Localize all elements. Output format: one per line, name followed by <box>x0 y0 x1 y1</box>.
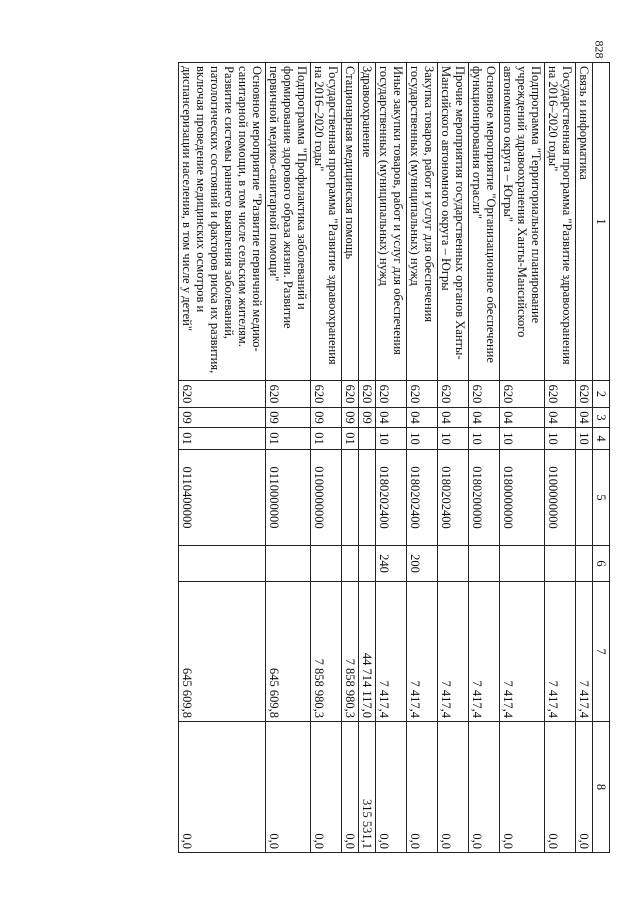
row-amount-7: 7 417,4 <box>376 582 407 722</box>
row-admin-code: 620 <box>469 381 500 408</box>
row-admin-code: 620 <box>545 381 576 408</box>
row-subsection: 01 <box>179 428 266 450</box>
row-amount-8: 0,0 <box>407 722 438 853</box>
table-row <box>500 63 545 853</box>
row-target-article: 0110000000 <box>266 450 311 546</box>
row-expense-type <box>500 546 545 582</box>
row-subsection: 10 <box>438 428 469 450</box>
table-row <box>266 63 311 853</box>
row-subsection: 10 <box>500 428 545 450</box>
row-target-article: 0180000000 <box>500 450 545 546</box>
table-row <box>359 63 376 853</box>
row-name: Стационарная медицинская помощь <box>342 63 359 381</box>
row-admin-code: 620 <box>407 381 438 408</box>
row-section: 04 <box>376 408 407 428</box>
row-target-article: 0180202400 <box>438 450 469 546</box>
row-amount-8: 0,0 <box>469 722 500 853</box>
row-admin-code: 620 <box>311 381 342 408</box>
row-expense-type <box>311 546 342 582</box>
row-section: 04 <box>576 408 593 428</box>
row-amount-8: 0,0 <box>438 722 469 853</box>
table-body <box>179 63 593 853</box>
row-section: 09 <box>266 408 311 428</box>
row-target-article: 0100000000 <box>311 450 342 546</box>
row-amount-7: 7 417,4 <box>500 582 545 722</box>
row-section: 04 <box>469 408 500 428</box>
row-name: Подпрограмма "Профилактика заболеваний и формирование здорового образа жизни. Развитие первичной медико-санитарной помощи" <box>266 63 311 381</box>
row-section: 09 <box>179 408 266 428</box>
row-name: Основное мероприятие "Организационное обеспечение функционирования отрасли" <box>469 63 500 381</box>
row-target-article <box>576 450 593 546</box>
row-name: Связь и информатика <box>576 63 593 381</box>
header-row <box>593 63 610 853</box>
header-cell: 7 <box>593 582 610 722</box>
header-cell: 5 <box>593 450 610 546</box>
header-cell: 8 <box>593 722 610 853</box>
row-subsection: 01 <box>266 428 311 450</box>
row-name: Здравоохранение <box>359 63 376 381</box>
header-cell: 2 <box>593 381 610 408</box>
row-subsection: 01 <box>342 428 359 450</box>
table-row <box>342 63 359 853</box>
row-target-article: 0100000000 <box>545 450 576 546</box>
row-section: 04 <box>438 408 469 428</box>
row-amount-8: 0,0 <box>266 722 311 853</box>
row-admin-code: 620 <box>500 381 545 408</box>
row-section: 04 <box>545 408 576 428</box>
row-amount-8: 0,0 <box>342 722 359 853</box>
row-amount-7: 7 417,4 <box>438 582 469 722</box>
row-amount-8: 0,0 <box>179 722 266 853</box>
row-expense-type <box>342 546 359 582</box>
row-section: 09 <box>311 408 342 428</box>
row-amount-7: 7 858 980,3 <box>342 582 359 722</box>
rotated-page <box>75 62 610 852</box>
row-name: Государственная программа "Развитие здравоохранения на 2016–2020 годы" <box>311 63 342 381</box>
row-amount-8: 0,0 <box>376 722 407 853</box>
row-amount-7: 7 417,4 <box>469 582 500 722</box>
table-row <box>376 63 407 853</box>
row-target-article: 0180200000 <box>469 450 500 546</box>
row-subsection: 01 <box>311 428 342 450</box>
page-number: 828 <box>592 40 607 59</box>
row-expense-type <box>179 546 266 582</box>
row-section: 09 <box>342 408 359 428</box>
table-row <box>438 63 469 853</box>
row-expense-type <box>576 546 593 582</box>
header-cell: 3 <box>593 408 610 428</box>
row-name: Закупка товаров, работ и услуг для обеспечения государственных (муниципальных) нужд <box>407 63 438 381</box>
row-section: 04 <box>500 408 545 428</box>
table-row <box>407 63 438 853</box>
row-expense-type: 200 <box>407 546 438 582</box>
row-amount-7: 645 609,8 <box>179 582 266 722</box>
row-amount-7: 7 858 980,3 <box>311 582 342 722</box>
row-amount-8: 0,0 <box>311 722 342 853</box>
row-amount-8: 0,0 <box>545 722 576 853</box>
row-target-article: 0180202400 <box>376 450 407 546</box>
row-name: Иные закупки товаров, работ и услуг для обеспечения государственных (муниципальных) нужд <box>376 63 407 381</box>
row-section: 04 <box>407 408 438 428</box>
row-amount-8: 315 531,1 <box>359 722 376 853</box>
row-section: 09 <box>359 408 376 428</box>
row-admin-code: 620 <box>179 381 266 408</box>
row-amount-7: 645 609,8 <box>266 582 311 722</box>
row-expense-type <box>545 546 576 582</box>
row-subsection: 10 <box>545 428 576 450</box>
table-row <box>469 63 500 853</box>
row-subsection: 10 <box>407 428 438 450</box>
row-amount-8: 0,0 <box>500 722 545 853</box>
budget-table <box>178 62 610 853</box>
row-amount-7: 44 714 117,0 <box>359 582 376 722</box>
row-target-article: 0180202400 <box>407 450 438 546</box>
table-row <box>576 63 593 853</box>
row-amount-7: 7 417,4 <box>545 582 576 722</box>
row-expense-type: 240 <box>376 546 407 582</box>
row-name: Основное мероприятие "Развитие первичной медико-санитарной помощи, в том числе сельским жителям. Развитие системы раннего выявления заболеваний, патологических состояний и факторов риска их развития, включая проведение медицинских осмотров и диспансеризации населения, в том числе у детей" <box>179 63 266 381</box>
table-row <box>179 63 266 853</box>
row-admin-code: 620 <box>576 381 593 408</box>
row-admin-code: 620 <box>438 381 469 408</box>
row-expense-type <box>359 546 376 582</box>
row-admin-code: 620 <box>342 381 359 408</box>
row-admin-code: 620 <box>266 381 311 408</box>
row-name: Подпрограмма "Территориальное планирование учреждений здравоохранения Ханты-Мансийского автономного округа – Югры" <box>500 63 545 381</box>
row-target-article: 0110400000 <box>179 450 266 546</box>
row-amount-7: 7 417,4 <box>407 582 438 722</box>
row-name: Прочие мероприятия государственных органов Ханты-Мансийского автономного округа – Югры <box>438 63 469 381</box>
row-subsection: 10 <box>469 428 500 450</box>
table-row <box>311 63 342 853</box>
row-name: Государственная программа "Развитие здравоохранения на 2016–2020 годы" <box>545 63 576 381</box>
row-subsection: 10 <box>576 428 593 450</box>
row-expense-type <box>469 546 500 582</box>
row-amount-7: 7 417,4 <box>576 582 593 722</box>
header-cell: 6 <box>593 546 610 582</box>
table-row <box>545 63 576 853</box>
row-amount-8: 0,0 <box>576 722 593 853</box>
row-subsection: 10 <box>376 428 407 450</box>
row-target-article <box>359 450 376 546</box>
row-admin-code: 620 <box>376 381 407 408</box>
row-expense-type <box>438 546 469 582</box>
header-cell: 1 <box>593 63 610 381</box>
row-target-article <box>342 450 359 546</box>
row-admin-code: 620 <box>359 381 376 408</box>
row-subsection <box>359 428 376 450</box>
row-expense-type <box>266 546 311 582</box>
header-cell: 4 <box>593 428 610 450</box>
